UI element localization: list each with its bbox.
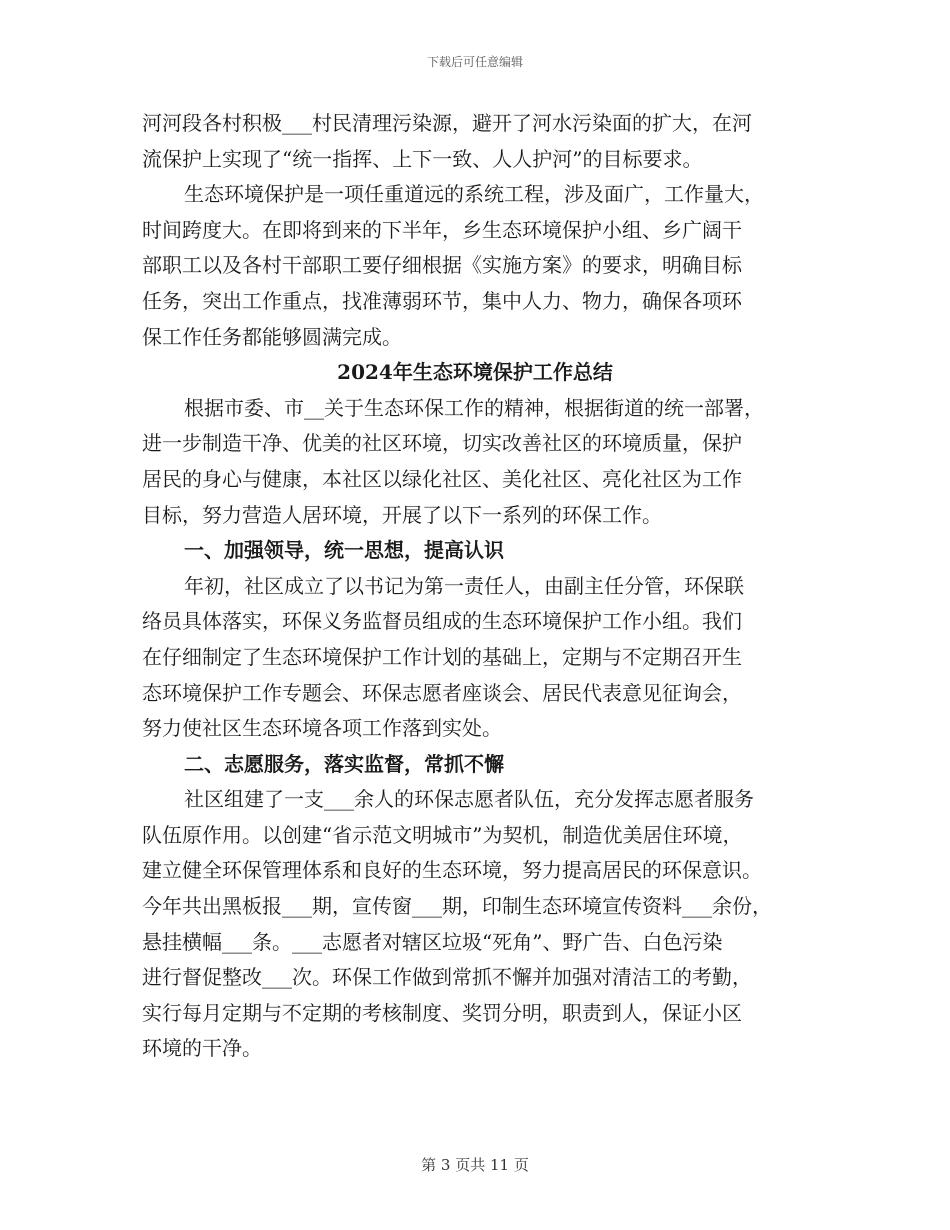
text-line: 络员具体落实，环保义务监督员组成的生态环境保护工作小组。我们 — [142, 609, 742, 634]
paragraph-start-line: 生态环境保护是一项任重道远的系统工程，涉及面广，工作量大， — [184, 182, 764, 207]
page-number-footer: 第 3 页共 11 页 — [421, 1156, 529, 1174]
text-line: 悬挂横幅___条。___志愿者对辖区垃圾“死角”、野广告、白色污染 — [142, 929, 723, 954]
text-line: 保工作任务都能够圆满完成。 — [142, 324, 402, 349]
text-line: 时间跨度大。在即将到来的下半年，乡生态环境保护小组、乡广阔干 — [142, 217, 742, 242]
text-line: 环境的干净。 — [142, 1036, 262, 1061]
text-line: 进一步制造干净、优美的社区环境，切实改善社区的环境质量，保护 — [142, 431, 742, 456]
text-line: 河河段各村积极___村民清理污染源，避开了河水污染面的扩大，在河 — [142, 111, 752, 135]
document-body — [142, 106, 808, 1067]
text-line: 居民的身心与健康，本社区以绿化社区、美化社区、亮化社区为工作 — [142, 466, 742, 491]
text-line: 进行督促整改___次。环保工作做到常抓不懈并加强对清洁工的考勤， — [142, 965, 752, 990]
section-heading-1: 一、加强领导，统一思想，提高认识 — [184, 538, 504, 563]
text-line: 努力使社区生态环境各项工作落到实处。 — [142, 716, 502, 741]
text-line: 在仔细制定了生态环境保护工作计划的基础上，定期与不定期召开生 — [142, 644, 742, 669]
paragraph-start-line: 年初，社区成立了以书记为第一责任人，由副主任分管，环保联 — [184, 573, 744, 598]
paragraph-start-line: 根据市委、市__关于生态环保工作的精神，根据街道的统一部署， — [184, 395, 764, 420]
text-line: 任务，突出工作重点，找准薄弱环节，集中人力、物力，确保各项环 — [142, 288, 742, 313]
text-line: 队伍原作用。以创建“省示范文明城市”为契机，制造优美居住环境， — [142, 822, 743, 847]
document-title: 2024年生态环境保护工作总结 — [337, 360, 613, 385]
text-line: 部职工以及各村干部职工要仔细根据《实施方案》的要求，明确目标 — [142, 253, 742, 278]
section-heading-2: 二、志愿服务，落实监督，常抓不懈 — [184, 751, 504, 776]
text-line: 流保护上实现了“统一指挥、上下一致、人人护河”的目标要求。 — [142, 146, 703, 171]
text-line: 建立健全环保管理体系和良好的生态环境，努力提高居民的环保意识。 — [142, 858, 762, 883]
text-line: 今年共出黑板报___期，宣传窗___期，印制生态环境宣传资料___余份， — [142, 894, 772, 919]
paragraph-start-line: 社区组建了一支___余人的环保志愿者队伍，充分发挥志愿者服务 — [184, 787, 754, 812]
text-line: 目标，努力营造人居环境，开展了以下一系列的环保工作。 — [142, 502, 662, 527]
page-header-note: 下载后可任意编辑 — [426, 55, 523, 69]
text-line: 态环境保护工作专题会、环保志愿者座谈会、居民代表意见征询会， — [142, 680, 742, 705]
text-line: 实行每月定期与不定期的考核制度、奖罚分明，职责到人，保证小区 — [142, 1000, 742, 1025]
